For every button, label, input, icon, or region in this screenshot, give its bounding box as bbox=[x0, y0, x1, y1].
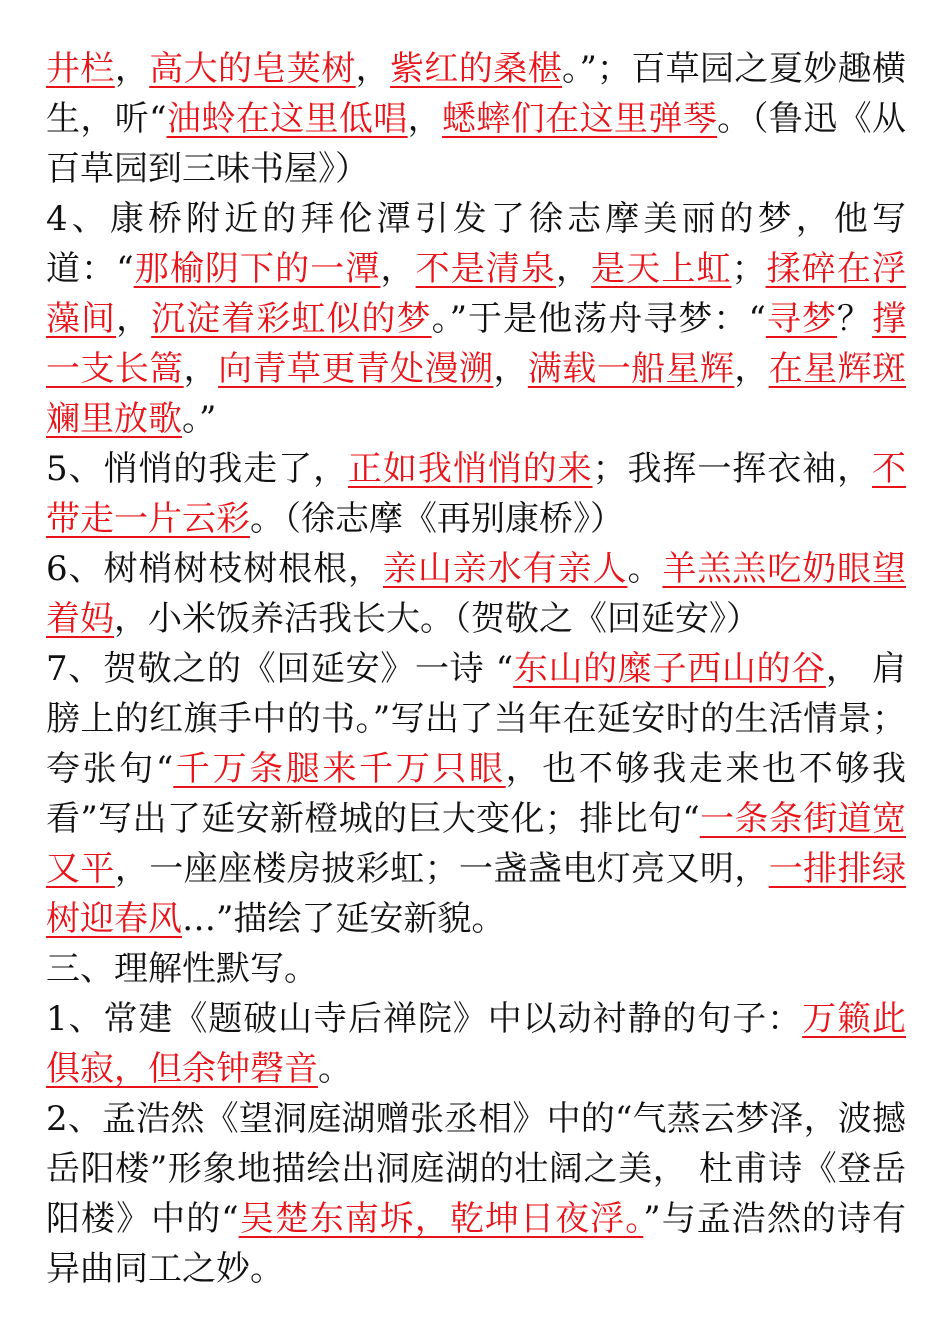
body-text: 。（鲁迅《从百草园到三味书屋》） bbox=[46, 99, 907, 189]
answer-text: 沉淀着彩虹似的梦 bbox=[151, 299, 432, 339]
answer-text: 不带走一片云彩 bbox=[46, 449, 907, 539]
body-text: 。”于是他荡舟寻梦：“ bbox=[431, 299, 766, 339]
body-text: 5、悄悄的我走了， bbox=[46, 449, 349, 489]
answer-text: 那榆阴下的一潭 bbox=[133, 249, 381, 289]
body-text: 1、常建《题破山寺后禅院》中以动衬静的句子： bbox=[46, 999, 803, 1039]
body-text: 。 bbox=[318, 1049, 352, 1089]
body-text: 。”；百草园之夏妙趣横生，听“ bbox=[46, 49, 907, 139]
paragraph bbox=[46, 544, 906, 644]
answer-text: 一排排绿树迎春风 bbox=[46, 849, 907, 939]
body-text: ， bbox=[556, 249, 592, 289]
body-text: 2、孟浩然《望洞庭湖赠张丞相》中的“气蒸云梦泽，波撼岳阳楼”形象地描绘出洞庭湖的壮阔之美， 杜甫诗《登岳阳楼》中的“ bbox=[46, 1099, 906, 1239]
body-text: ， bbox=[183, 349, 219, 389]
answer-text: 不是清泉 bbox=[415, 249, 557, 289]
answer-text: 满载一船星辉 bbox=[527, 349, 735, 389]
body-text: ， bbox=[116, 299, 152, 339]
answer-text: 向青草更青处漫溯 bbox=[218, 349, 494, 389]
paragraph bbox=[46, 194, 906, 444]
body-text: ，也不够我走来也不够我看”写出了延安新橙城的巨大变化；排比句“ bbox=[46, 749, 907, 839]
answer-text: 寻梦 bbox=[765, 299, 837, 339]
body-text: ，小米饭养活我长大。（贺敬之《回延安》） bbox=[114, 599, 760, 639]
answer-text: 是天上虹 bbox=[591, 249, 732, 289]
body-text: 三、理解性默写。 bbox=[46, 949, 318, 989]
body-text: ， bbox=[114, 49, 150, 89]
answer-text: 蟋蟀们在这里弹琴 bbox=[442, 99, 718, 139]
body-text: 。 bbox=[627, 549, 663, 589]
answer-text: 吴楚东南坼，乾坤日夜浮。 bbox=[238, 1199, 644, 1239]
answer-text: 紫红的桑椹 bbox=[390, 49, 563, 89]
body-text: ”与孟浩然的诗有异曲同工之妙。 bbox=[46, 1199, 907, 1289]
body-text: …”描绘了延安新貌。 bbox=[182, 899, 506, 939]
body-text: ， bbox=[407, 99, 443, 139]
answer-text: 羊羔羔吃奶眼望着妈 bbox=[46, 549, 907, 639]
paragraph bbox=[46, 994, 906, 1094]
paragraph bbox=[46, 944, 906, 994]
answer-text: 揉碎在浮藻间 bbox=[46, 249, 907, 339]
answer-text: 一条条街道宽又平 bbox=[46, 799, 906, 889]
paragraph bbox=[46, 1094, 906, 1294]
body-text: ， 肩膀上的红旗手中的书。”写出了当年在延安时的生活情景；夸张句“ bbox=[46, 649, 907, 789]
body-text: 6、树梢树枝树根根， bbox=[46, 549, 383, 589]
body-text: ？ bbox=[837, 299, 873, 339]
answer-text: 东山的糜子西山的谷 bbox=[513, 649, 826, 689]
answer-text: 撑一支长篙 bbox=[46, 299, 907, 389]
answer-text: 亲山亲水有亲人 bbox=[382, 549, 628, 589]
body-text: 7、贺敬之的《回延安》一诗 “ bbox=[46, 649, 514, 689]
body-text: ； bbox=[731, 249, 766, 289]
body-text: ， bbox=[380, 249, 416, 289]
body-text: ， bbox=[493, 349, 528, 389]
body-text: ，一座座楼房披彩虹；一盏盏电灯亮又明， bbox=[114, 849, 769, 889]
body-text: ， bbox=[734, 349, 769, 389]
answer-text: 万籁此俱寂，但余钟磬音 bbox=[46, 999, 907, 1089]
body-text: ；我挥一挥衣袖， bbox=[592, 449, 873, 489]
body-text: 4、康桥附近的拜伦潭引发了徐志摩美丽的梦，他写道：“ bbox=[46, 199, 906, 289]
answer-text: 在星辉斑斓里放歌 bbox=[46, 349, 907, 439]
answer-text: 正如我悄悄的来 bbox=[348, 449, 593, 489]
answer-text: 高大的皂荚树 bbox=[149, 49, 356, 89]
body-text: 。” bbox=[182, 399, 217, 439]
paragraph bbox=[46, 444, 906, 544]
body-text: ， bbox=[355, 49, 391, 89]
answer-text: 井栏 bbox=[46, 49, 115, 89]
paragraph bbox=[46, 44, 906, 194]
paragraph bbox=[46, 644, 906, 944]
answer-text: 油蛉在这里低唱 bbox=[166, 99, 408, 139]
body-text: 。（徐志摩《再别康桥》） bbox=[250, 499, 624, 539]
answer-text: 千万条腿来千万只眼 bbox=[173, 749, 506, 789]
